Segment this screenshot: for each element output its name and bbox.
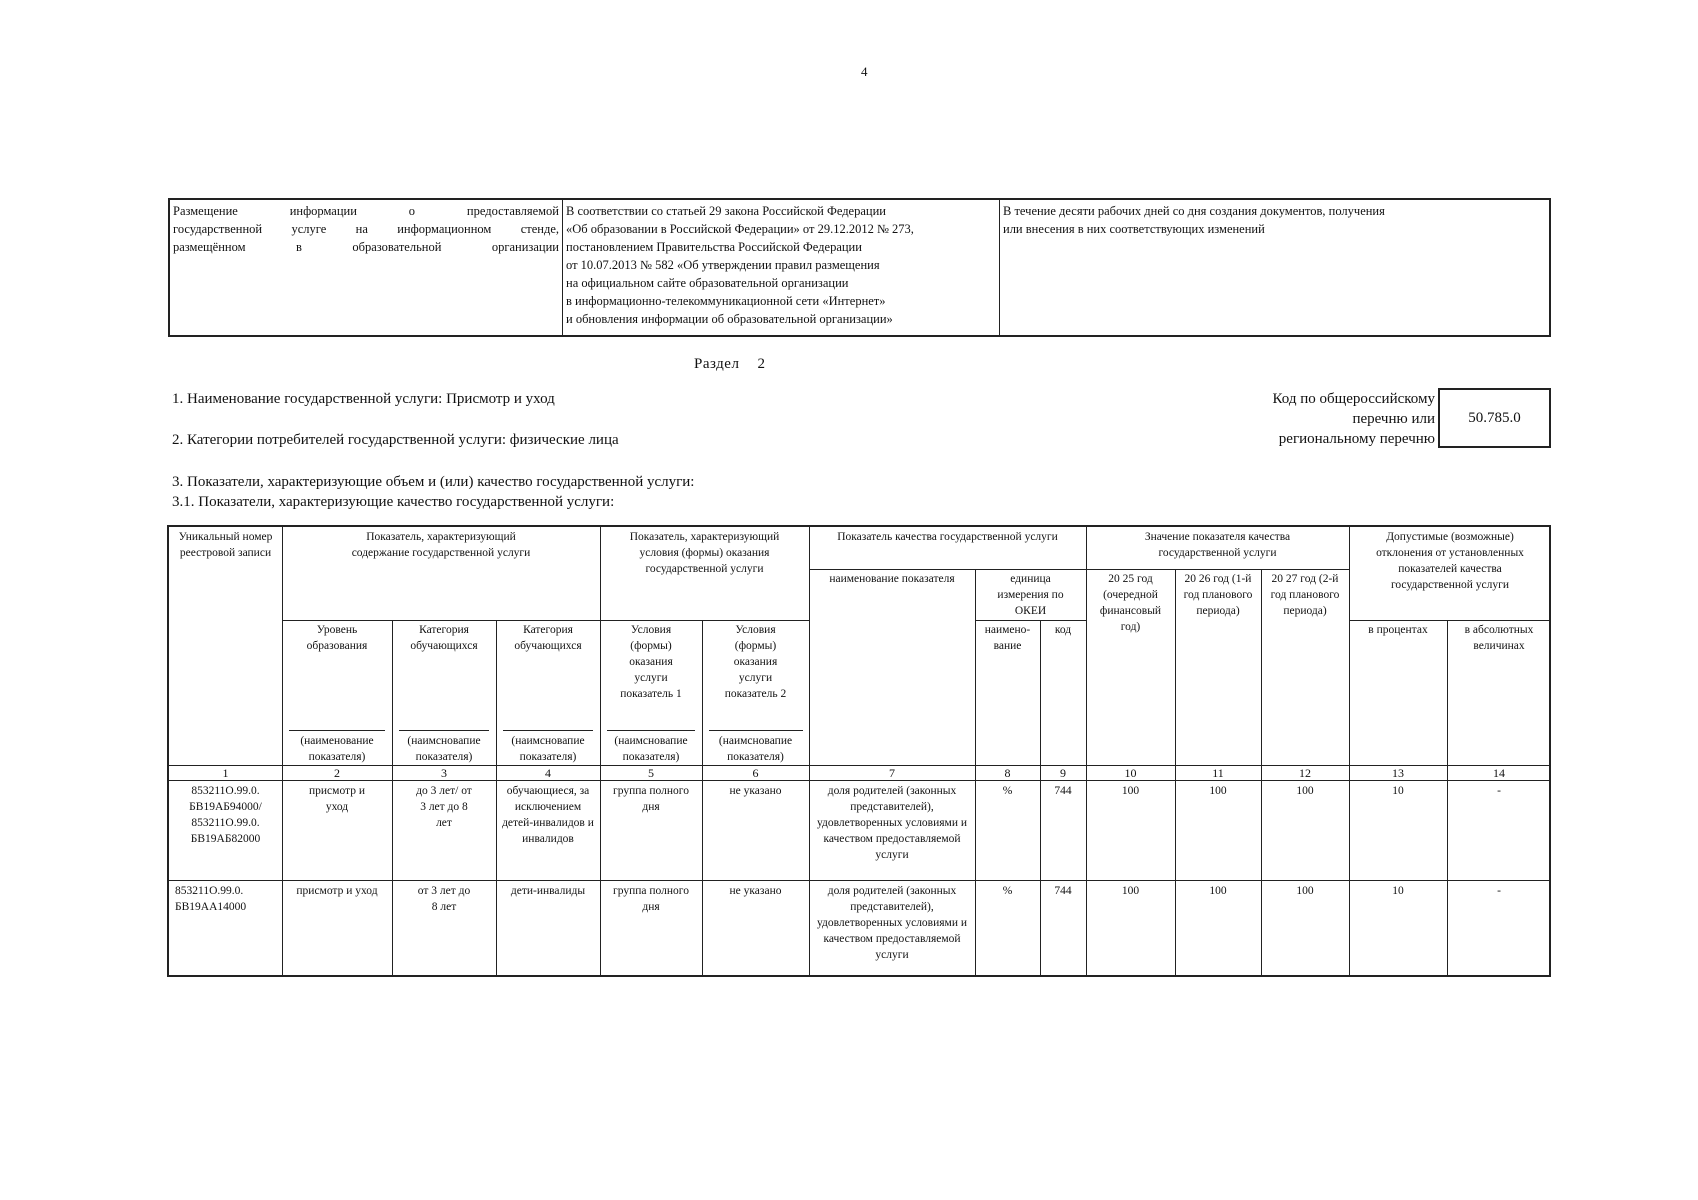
cell-unit-name: % [1002, 885, 1013, 897]
col-number: 6 [752, 766, 759, 780]
cell-unique-number: 853211О.99.0. БВ19АБ94000/ 853211О.99.0. БВ19АБ82000 [189, 785, 262, 845]
code-label-line: перечню или [1352, 411, 1435, 427]
info-frequency-cell [999, 200, 1549, 335]
info-content-line: в информационно-телекоммуникационной сети «Интернет» [566, 294, 886, 308]
code-label-line: региональному перечню [1278, 431, 1435, 447]
cell-deviation-absolute: - [1497, 785, 1501, 797]
col-number: 12 [1299, 766, 1311, 780]
cell-value-year-1: 100 [1121, 885, 1140, 897]
header-sub-name-4: (наимсновапие показателя) [511, 735, 585, 763]
cell-unit-name: % [1002, 785, 1013, 797]
header-indicator-value: Значение показателя качества государственной услуги [1144, 531, 1291, 559]
header-deviation-percent: в процентах [1368, 624, 1428, 636]
header-unit-okei: единица измерения по ОКЕИ [997, 573, 1064, 617]
section-heading [694, 356, 765, 373]
header-content-indicator: Показатель, характеризующий содержание государственной услуги [351, 531, 531, 559]
col-number: 7 [889, 766, 895, 780]
cell-deviation-percent: 10 [1392, 785, 1404, 797]
col-number: 8 [1004, 766, 1011, 780]
col-number: 5 [648, 766, 654, 780]
cell-value-year-3: 100 [1296, 885, 1314, 897]
header-sub-name-3: (наимсновапие показателя) [407, 735, 481, 763]
header-unit-name: наимено- вание [984, 624, 1031, 652]
col-number: 4 [545, 766, 551, 780]
col-number: 9 [1060, 766, 1066, 780]
header-unit-code: код [1054, 624, 1072, 636]
cell-value-year-1: 100 [1121, 785, 1140, 797]
cell-indicator-name: доля родителей (законных представителей), удовлетворенных условиями и качеством предоставляемой услуги [816, 785, 968, 861]
info-content-line: и обновления информации об образовательной организации» [566, 312, 893, 326]
header-sub-name-2: (наименование показателя) [300, 735, 374, 763]
header-deviation-absolute: в абсолютных величинах [1464, 624, 1534, 652]
col-number: 14 [1493, 766, 1505, 780]
cell-student-category: дети-инвалиды [510, 885, 586, 897]
cell-condition-1: группа полного дня [613, 885, 689, 913]
info-content-line: «Об образовании в Российской Федерации» от 29.12.2012 № 273, [566, 222, 914, 236]
quality-indicators-table [167, 525, 1551, 977]
service-name: 1. Наименование государственной услуги: Присмотр и уход [172, 391, 555, 407]
header-conditions-indicator: Показатель, характеризующий условия (формы) оказания государственной услуги [629, 531, 780, 575]
header-student-category-1: Категория обучающихся [410, 624, 478, 652]
info-content-line: на официальном сайте образовательной организации [566, 276, 849, 290]
col-number: 11 [1212, 766, 1224, 780]
cell-education-level: присмотр и уход [309, 785, 365, 813]
info-content-line: постановлением Правительства Российской Федерации [566, 240, 862, 254]
info-method-line: Размещение информации о предоставляемой [173, 204, 559, 218]
cell-education-level: присмотр и уход [296, 885, 378, 897]
col-number: 10 [1124, 766, 1137, 780]
cell-value-year-2: 100 [1209, 785, 1227, 797]
header-unique-number: Уникальный номер реестровой записи [178, 531, 273, 559]
info-frequency-line: или внесения в них соответствующих изменений [1003, 222, 1265, 236]
cell-value-year-3: 100 [1296, 785, 1314, 797]
consumer-categories: 2. Категории потребителей государственной услуги: физические лица [172, 432, 619, 448]
header-student-category-2: Категория обучающихся [514, 624, 582, 652]
header-allowed-deviation: Допустимые (возможные) отклонения от установленных показателей качества государственной услуги [1376, 531, 1524, 591]
col-number: 3 [441, 766, 447, 780]
info-method-line: государственной услуге на информационном стенде, [173, 222, 559, 236]
header-year-3: 20 27 год (2-й год планового периода) [1270, 573, 1340, 617]
info-method-cell [170, 200, 562, 335]
cell-deviation-percent: 10 [1392, 885, 1404, 897]
cell-condition-2: не указано [729, 885, 782, 897]
info-method-line: размещённом в образовательной организации [173, 240, 559, 254]
header-condition-2: Условия (формы) оказания услуги показатель 2 [724, 624, 787, 700]
cell-unique-number: 853211О.99.0. БВ19АА14000 [175, 885, 247, 913]
cell-student-category: обучающиеся, за исключением детей-инвалидов и инвалидов [502, 785, 594, 845]
cell-age-category: до 3 лет/ от 3 лет до 8 лет [416, 785, 472, 829]
cell-indicator-name: доля родителей (законных представителей), удовлетворенных условиями и качеством предоставляемой услуги [816, 885, 968, 961]
page-number: 4 [861, 64, 868, 79]
col-number: 1 [222, 766, 229, 780]
col-number: 2 [334, 766, 340, 780]
cell-unit-code: 744 [1054, 785, 1072, 797]
header-condition-1: Условия (формы) оказания услуги показатель 1 [620, 624, 682, 700]
info-frequency-line: В течение десяти рабочих дней со дня создания документов, получения [1003, 204, 1385, 218]
cell-age-category: от 3 лет до 8 лет [417, 885, 471, 913]
col-number: 13 [1392, 766, 1404, 780]
info-content-cell [562, 200, 999, 335]
cell-condition-1: группа полного дня [613, 785, 689, 813]
cell-deviation-absolute: - [1497, 885, 1501, 897]
section-label: Раздел [694, 356, 740, 372]
header-year-2: 20 26 год (1-й год планового периода) [1183, 573, 1253, 617]
header-indicator-name: наименование показателя [829, 573, 955, 585]
header-year-1: 20 25 год (очередной финансовый год) [1099, 573, 1162, 633]
info-placement-table [168, 198, 1551, 337]
quality-indicators-heading: 3.1. Показатели, характеризующие качество государственной услуги: [172, 494, 615, 510]
header-sub-name-5: (наимсновапие показателя) [614, 735, 688, 763]
cell-unit-code: 744 [1054, 885, 1072, 897]
code-value-box: 50.785.0 [1438, 388, 1551, 448]
code-label-line: Код по общероссийскому [1272, 391, 1435, 407]
info-content-line: В соответствии со статьей 29 закона Российской Федерации [566, 204, 886, 218]
indicators-heading: 3. Показатели, характеризующие объем и (или) качество государственной услуги: [172, 474, 695, 490]
header-quality-indicator: Показатель качества государственной услуги [837, 531, 1058, 543]
code-label [1140, 389, 1435, 449]
header-sub-name-6: (наимсновапие показателя) [718, 735, 793, 763]
cell-value-year-2: 100 [1209, 885, 1227, 897]
cell-condition-2: не указано [729, 785, 782, 797]
section-number: 2 [757, 356, 766, 372]
info-content-line: от 10.07.2013 № 582 «Об утверждении правил размещения [566, 258, 880, 272]
header-education-level: Уровень образования [306, 624, 368, 652]
